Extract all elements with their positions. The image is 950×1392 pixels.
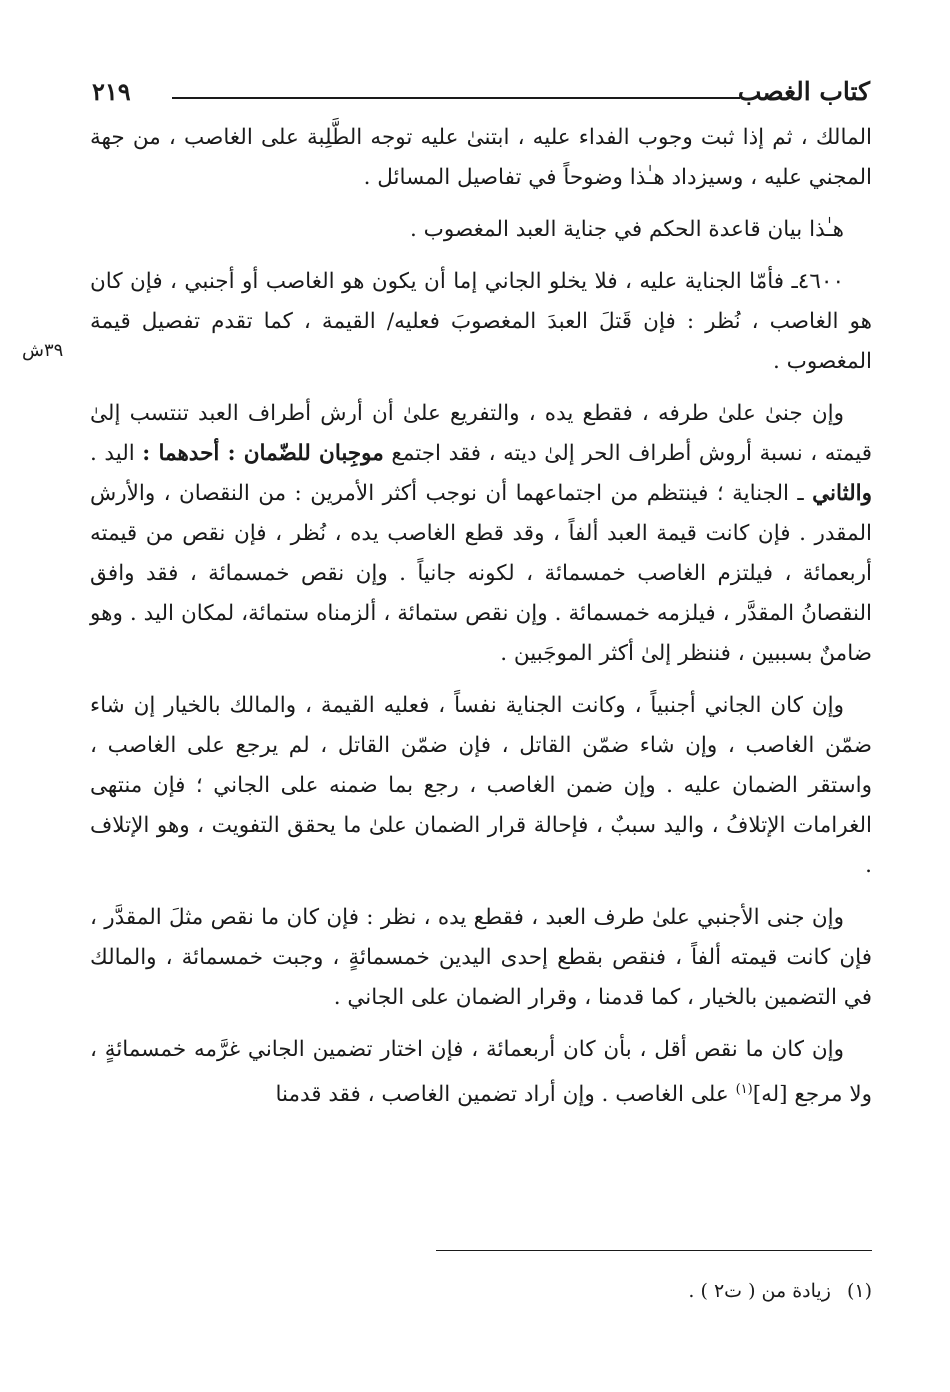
header-rule	[172, 97, 740, 99]
margin-folio-note: ٣٩ش	[22, 340, 64, 361]
running-header	[92, 72, 870, 112]
bold-phrase: والثاني	[812, 481, 872, 506]
chapter-title: كتاب الغصب	[737, 77, 870, 106]
paragraph-text: ٤٦٠٠ـ فأمّا الجناية عليه ، فلا يخلو الجاني إما أن يكون هو الغاصب أو أجنبي ، فإن كان هو الغاصب ، نُظر : فإن قَتلَ العبدَ المغصوبَ فعليه/ القيمة ، كما تقدم تفصيل قيمة المغصوب .	[90, 269, 872, 374]
paragraph-text: اليد .	[90, 441, 143, 466]
footnote-rule	[436, 1250, 872, 1251]
paragraph-6	[90, 898, 872, 1018]
footnote-number: (١)	[846, 1280, 872, 1302]
paragraph-1	[90, 118, 872, 198]
paragraph-3	[90, 262, 872, 382]
bold-phrase: موجِبان للضّمان : أحدهما :	[142, 441, 384, 466]
paragraph-text: وإن جنىٰ علىٰ طرفه ، فقطع يده ، والتفريع علىٰ أن أرش أطراف العبد تنتسب إلىٰ قيمته ، نسبة أروش أطراف الحر إلىٰ ديته ، فقد اجتمع	[90, 401, 872, 466]
paragraph-4	[90, 394, 872, 674]
footnote-marker: (١)	[735, 1082, 753, 1097]
body-text	[90, 118, 872, 1127]
paragraph-5	[90, 686, 872, 886]
footnote-text: زيادة من ( ت٢ ) .	[688, 1280, 831, 1302]
paragraph-text: على الغاصب . وإن أراد تضمين الغاصب ، فقد قدمنا	[275, 1082, 736, 1108]
paragraph-text: ـ الجناية ؛ فينتظم من اجتماعهما أن نوجب أكثر الأمرين : من النقصان ، والأرش المقدر . فإن كانت قيمة العبد ألفاً ، وقد قطع الغاصب يده ، نُظر ، فإن نقص من قيمته أربعمائة ، فيلتزم الغاصب خمسمائة ، لكونه جانياً . وإن نقص خمسمائة ، فقد وافق النقصانُ المقدَّر ، فيلزمه خمسمائة . وإن نقص ستمائة ، ألزمناه ستمائة، لمكان اليد . وهو ضامنٌ بسببين ، فننظر إلىٰ أكثر الموجَبين .	[90, 481, 872, 666]
paragraph-text: هـٰذا بيان قاعدة الحكم في جناية العبد المغصوب .	[409, 217, 844, 242]
paragraph-text: وإن كان الجاني أجنبياً ، وكانت الجناية نفساً ، فعليه القيمة ، والمالك بالخيار إن شاء ضمّن الغاصب ، وإن شاء ضمّن القاتل ، فإن ضمّن القاتل ، لم يرجع على الغاصب ، واستقر الضمان عليه . وإن ضمن الغاصب ، رجع بما ضمنه على الجاني ؛ فإن منتهى الغرامات الإتلافُ ، واليد سببٌ ، فإحالة قرار الضمان علىٰ ما يحقق التفويت ، وهو الإتلاف .	[90, 693, 872, 878]
footnote	[272, 1276, 872, 1306]
paragraph-text: وإن جنى الأجنبي علىٰ طرف العبد ، فقطع يده ، نظر : فإن كان ما نقص مثلَ المقدَّر ، فإن كانت قيمته ألفاً ، فنقص بقطع إحدى اليدين خمسمائةٍ ، وجبت خمسمائة ، والمالك في التضمين بالخيار ، كما قدمنا ، وقرار الضمان على الجاني .	[90, 905, 872, 1010]
paragraph-text: وإن كان ما نقص أقل ، بأن كان أربعمائة ، فإن اختار تضمين الجاني غرَّمه خمسمائةٍ ، ولا مرجع [له]	[90, 1037, 872, 1108]
page-number: ٢١٩	[92, 77, 131, 106]
paragraph-text: المالك ، ثم إذا ثبت وجوب الفداء عليه ، ابتنىٰ عليه توجه الطَّلِبة على الغاصب ، من جهة المجني عليه ، وسيزداد هـٰذا وضوحاً في تفاصيل المسائل .	[90, 125, 872, 190]
paragraph-2	[90, 210, 872, 250]
paragraph-7	[90, 1030, 872, 1115]
